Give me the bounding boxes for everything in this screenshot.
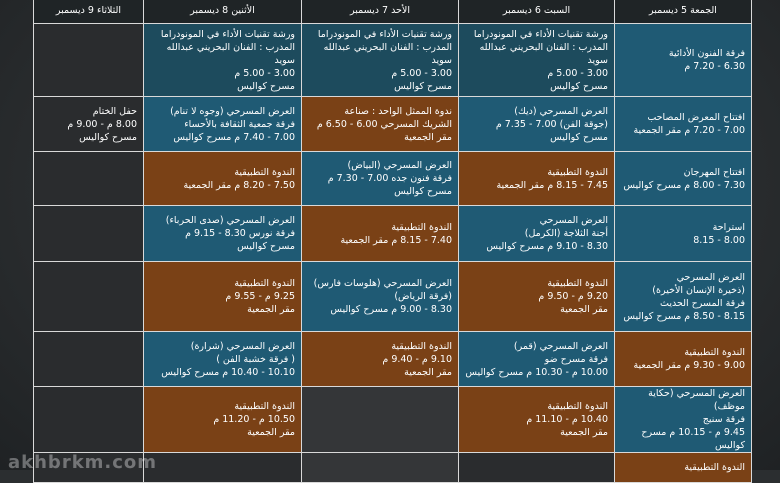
schedule-cell-friday: [615, 453, 752, 483]
schedule-cell-monday: [144, 206, 302, 262]
schedule-cell-friday: [615, 387, 752, 453]
table-row: [34, 206, 752, 262]
event-text: العرض المسرحي (هلوسات فارس) (فرقة الرياض) 8.30 - 9.00 م مسرح كواليس: [313, 278, 452, 315]
event-text: افتتاح المهرجان 7.30 - 8.00 م مسرح كواليس: [623, 166, 745, 191]
day-header-friday: الجمعة 5 ديسمبر: [615, 0, 752, 24]
schedule-cell-friday: [615, 24, 752, 97]
event-text: الندوة التطبيقية: [684, 462, 745, 473]
schedule-cell-sunday: [302, 206, 459, 262]
schedule-cell-friday: [615, 262, 752, 332]
schedule-cell-tuesday: [34, 97, 144, 152]
table-row: [34, 152, 752, 206]
schedule-cell-saturday: [459, 262, 615, 332]
event-text: العرض المسرحي (صدى الحرباء) فرقة نورس 8.30 - 9.15 م مسرح كواليس: [165, 215, 295, 252]
day-header-tuesday: الثلاثاء 9 ديسمبر: [34, 0, 144, 24]
schedule-cell-monday: [144, 332, 302, 387]
schedule-cell-saturday: [459, 387, 615, 453]
event-text: الندوة التطبيقية 10.50 م - 11.20 م مقر الجمعية: [213, 401, 295, 438]
event-text: الندوة التطبيقية 7.40 - 8.15 م مقر الجمعية: [340, 221, 452, 246]
schedule-cell-saturday: [459, 152, 615, 206]
schedule-cell-friday: [615, 206, 752, 262]
schedule-cell-saturday: [459, 206, 615, 262]
schedule-cell-sunday: [302, 387, 459, 453]
event-text: العرض المسرحي (قمر) فرقة مسرح ضو 10.00 م - 10.30 م مسرح كواليس: [465, 340, 608, 378]
event-text: استراحة 8.00 - 8.15: [693, 221, 745, 246]
event-text: ورشة تقنيات الأداء في المونودراما المدرب : الفنان البحريني عبدالله سويد 3.00 - 5.00 م مسرح كواليس: [317, 28, 452, 92]
schedule-cell-monday: [144, 262, 302, 332]
table-row: [34, 97, 752, 152]
schedule-cell-saturday: [459, 24, 615, 97]
event-text: الندوة التطبيقية 9.25 م - 9.55 م مقر الجمعية: [225, 278, 295, 315]
event-text: ورشة تقنيات الأداء في المونودراما المدرب : الفنان البحريني عبدالله سويد 3.00 - 5.00 م مسرح كواليس: [160, 28, 295, 92]
schedule-cell-monday: [144, 97, 302, 152]
schedule-cell-saturday: [459, 332, 615, 387]
day-header-saturday: السبت 6 ديسمبر: [459, 0, 615, 24]
schedule-cell-tuesday: [34, 152, 144, 206]
day-header-monday: الأثنين 8 ديسمبر: [144, 0, 302, 24]
schedule-cell-monday: [144, 152, 302, 206]
schedule-cell-friday: [615, 332, 752, 387]
schedule-cell-monday: [144, 24, 302, 97]
event-text: العرض المسرحي (ديك) (جوقة الفن) 7.00 - 7.35 م مسرح كواليس: [495, 105, 608, 143]
schedule-cell-monday: [144, 453, 302, 483]
schedule-body: [34, 24, 752, 483]
festival-schedule-table: [33, 0, 752, 483]
schedule-cell-saturday: [459, 453, 615, 483]
event-text: افتتاح المعرض المصاحب 7.00 - 7.20 م مقر الجمعية: [633, 112, 745, 136]
event-text: ندوة الممثل الواحد : صناعة الشريك المسرحي 6.00 - 6.50 م مقر الجمعية: [316, 105, 452, 143]
event-text: العرض المسرحي (شرارة) ( فرقة خشبة الفن ) 10.10 - 10.40 م مسرح كواليس: [161, 340, 295, 378]
schedule-cell-sunday: [302, 262, 459, 332]
schedule-cell-sunday: [302, 332, 459, 387]
event-text: حفل الختام 8.00 م - 9.00 م مسرح كواليس: [67, 105, 137, 143]
schedule-cell-tuesday: [34, 206, 144, 262]
schedule-cell-friday: [615, 97, 752, 152]
schedule-cell-sunday: [302, 97, 459, 152]
schedule-cell-saturday: [459, 97, 615, 152]
table-row: [34, 387, 752, 453]
schedule-cell-tuesday: [34, 262, 144, 332]
event-text: العرض المسرحي (وجوه لا تنام) فرقة جمعية الثقافة بالأحساء 7.00 - 7.40 م مسرح كواليس: [170, 105, 295, 143]
event-text: العرض المسرحي أجنة الثلاجة (الكرمل) 8.30 - 9.10 م مسرح كواليس: [486, 215, 608, 252]
event-text: الندوة التطبيقية 9.20 م - 9.50 م مقر الجمعية: [538, 278, 608, 315]
header-row: [34, 0, 752, 24]
schedule-cell-monday: [144, 387, 302, 453]
event-text: الندوة التطبيقية 7.50 - 8.20 م مقر الجمعية: [183, 166, 295, 191]
event-text: العرض المسرحي (حكاية موظف) فرقة سنيج 9.45 م - 10.15 م مسرح كواليس: [641, 388, 745, 451]
schedule-cell-tuesday: [34, 24, 144, 97]
schedule-cell-friday: [615, 152, 752, 206]
event-text: الندوة التطبيقية 10.40 م - 11.10 م مقر الجمعية: [526, 401, 608, 438]
schedule-cell-sunday: [302, 152, 459, 206]
event-text: الندوة التطبيقية 9.00 - 9.30 م مقر الجمعية: [633, 347, 745, 371]
event-text: ورشة تقنيات الأداء في المونودراما المدرب : الفنان البحريني عبدالله سويد 3.00 - 5.00 م مسرح كواليس: [473, 28, 608, 92]
event-text: الندوة التطبيقية 9.10 م - 9.40 م مقر الجمعية: [382, 340, 452, 378]
table-row: [34, 24, 752, 97]
event-text: الندوة التطبيقية 7.45 - 8.15 م مقر الجمعية: [496, 166, 608, 191]
schedule-cell-sunday: [302, 453, 459, 483]
day-header-sunday: الأحد 7 ديسمبر: [302, 0, 459, 24]
schedule-cell-tuesday: [34, 332, 144, 387]
event-text: العرض المسرحي (البياض) فرقة فنون جده 7.00 - 7.30 م مسرح كواليس: [327, 160, 452, 197]
table-row: [34, 262, 752, 332]
event-text: العرض المسرحي (ذخيرة الإنسان الأخيرة) فرقة المسرح الحديث 8.15 - 8.50 م مسرح كواليس: [623, 271, 745, 322]
schedule-cell-tuesday: [34, 387, 144, 453]
schedule-cell-sunday: [302, 24, 459, 97]
site-watermark: akhbrkm.com: [8, 452, 158, 473]
event-text: فرقة الفنون الأدائية 6.30 - 7.20 م: [668, 48, 745, 72]
table-row: [34, 332, 752, 387]
